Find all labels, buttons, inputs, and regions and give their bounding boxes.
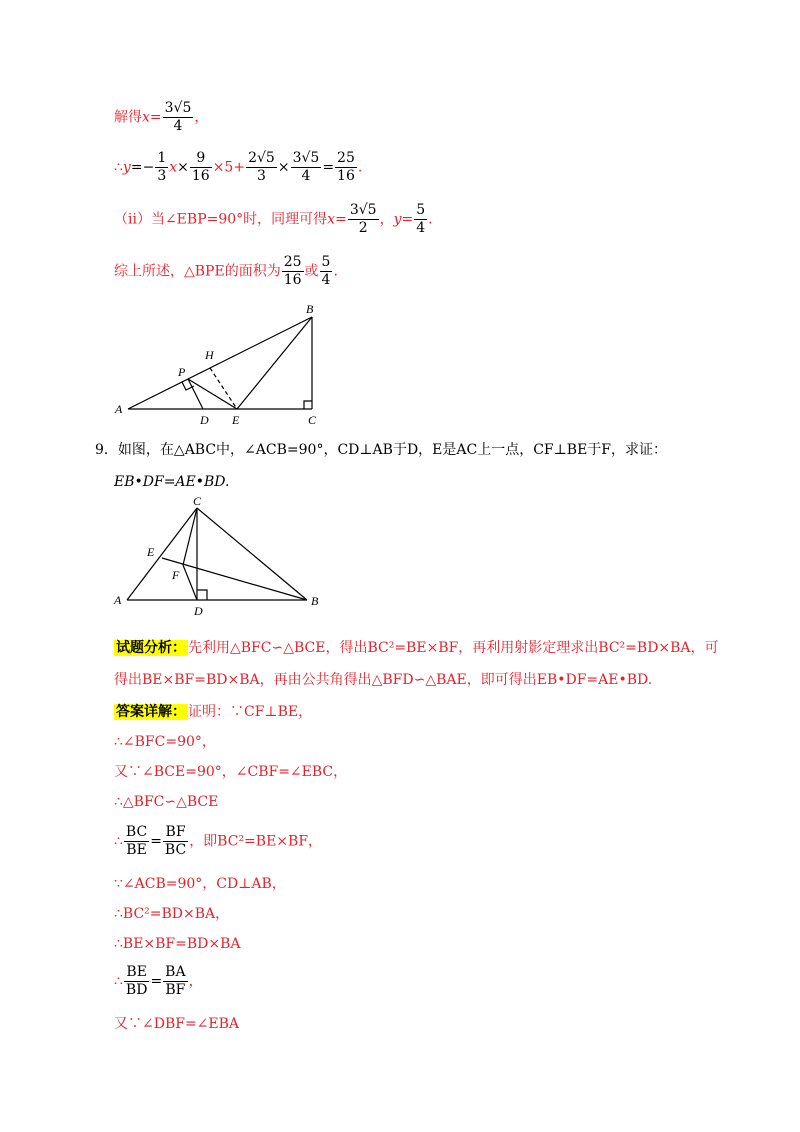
text: ×5+	[212, 159, 246, 176]
text: =−	[130, 159, 155, 176]
denominator: BF	[165, 982, 186, 998]
right-angle-c	[304, 401, 312, 409]
label-p: P	[178, 365, 186, 379]
text: =	[322, 159, 335, 176]
step-1	[114, 732, 216, 752]
denominator: BE	[126, 842, 147, 858]
right-angle-d	[197, 590, 207, 600]
fraction	[163, 964, 187, 999]
fraction	[155, 150, 168, 185]
summary-line	[114, 254, 338, 289]
step-text: ，即BC²=BE×BF，	[189, 833, 323, 850]
answer-text: 证明：∵CF⊥BE，	[188, 704, 313, 720]
fraction	[246, 150, 277, 185]
var-x: x	[327, 211, 336, 228]
denominator: 4	[173, 118, 183, 134]
label-b: B	[311, 594, 319, 608]
fraction	[291, 150, 322, 185]
text: 或	[304, 263, 319, 280]
step-9	[114, 1014, 239, 1034]
text: .	[357, 159, 363, 176]
numerator: BE	[124, 964, 150, 982]
triangle-figure-2	[110, 495, 330, 620]
text: =	[335, 211, 347, 228]
therefore-symbol: ∴	[114, 833, 123, 850]
var-x: x	[142, 109, 150, 126]
solve-x-line	[114, 100, 208, 135]
answer-line	[114, 702, 312, 722]
text: =	[150, 973, 163, 990]
denominator: 16	[191, 168, 210, 184]
step-2	[114, 762, 347, 782]
step-3	[114, 792, 218, 812]
segment-ab	[128, 317, 312, 409]
therefore-symbol: ∴	[114, 973, 123, 990]
segment-ac	[127, 508, 197, 600]
numerator: 25	[283, 254, 302, 270]
text: .	[333, 263, 338, 280]
numerator: BA	[165, 964, 186, 980]
numerator: 2√5	[248, 150, 275, 166]
denominator: 16	[337, 168, 355, 184]
fraction	[163, 100, 194, 135]
label-e: E	[232, 413, 240, 425]
question-9	[95, 440, 667, 460]
step-text: 又∵∠BCE=90°，∠CBF=∠EBC，	[114, 764, 348, 780]
question-text: 如图，在△ABC中，∠ACB=90°，CD⊥AB于D，E是AC上一点，CF⊥BE于F，求证：	[117, 442, 668, 458]
fraction	[124, 964, 150, 999]
fraction	[335, 150, 357, 185]
step-text: 又∵∠DBF=∠EBA	[114, 1016, 240, 1032]
segment-be	[237, 317, 312, 409]
step-text: ∴BC²=BD×BA，	[114, 906, 230, 922]
analysis-text: 得出BE×BF=BD×BA，再由公共角得出△BFD∽△BAE，即可得出EB•DF=AE•BD.	[114, 672, 653, 688]
label-a: A	[114, 593, 122, 607]
fraction	[414, 202, 427, 237]
fraction	[320, 254, 333, 289]
question-number: 9．	[95, 442, 118, 458]
label-d: D	[200, 413, 209, 425]
label-d: D	[194, 604, 203, 618]
fraction	[282, 254, 304, 289]
label-e: E	[147, 545, 155, 559]
step-text: ∵∠ACB=90°，CD⊥AB，	[114, 876, 286, 892]
text: 综上所述，△BPE的面积为	[114, 263, 281, 280]
triangle-figure-1	[110, 300, 340, 425]
analysis-text: 先利用△BFC∽△BCE，得出BC²=BE×BF，再利用射影定理求出BC²=BD×BA，可	[188, 640, 719, 656]
fraction	[163, 824, 188, 859]
step-text: ∴BE×BF=BD×BA	[114, 936, 241, 952]
text: =	[149, 109, 162, 126]
text: 解得	[114, 109, 142, 126]
segment-cb	[197, 508, 307, 600]
step-text: ∴∠BFC=90°，	[114, 734, 216, 750]
text: =	[401, 211, 414, 228]
analysis-line-2	[114, 670, 652, 690]
step-text: ，	[188, 973, 203, 990]
denominator: 2	[358, 220, 368, 236]
text: .	[428, 211, 433, 228]
fraction	[348, 202, 379, 237]
denominator: 3	[157, 168, 167, 184]
step-8	[114, 964, 203, 999]
denominator: 16	[283, 272, 302, 288]
case-ii-line	[114, 202, 433, 237]
segment-he	[210, 368, 237, 409]
question-text: EB•DF=AE•BD.	[114, 474, 230, 490]
step-4	[114, 824, 322, 859]
text: ×	[277, 159, 290, 176]
numerator: 5	[321, 254, 331, 270]
numerator: 3√5	[349, 202, 377, 218]
segment-fd	[183, 565, 197, 600]
text: =	[150, 833, 162, 850]
var-y: y	[122, 159, 131, 176]
numerator: 3√5	[164, 100, 192, 116]
step-5	[114, 874, 286, 894]
y-calc-line	[114, 150, 362, 185]
step-7	[114, 934, 241, 954]
label-h: H	[205, 348, 214, 362]
therefore-symbol: ∴	[114, 159, 123, 176]
label-c: C	[193, 495, 202, 508]
denominator: 4	[416, 220, 426, 236]
denominator: 3	[256, 168, 266, 184]
numerator: 9	[190, 150, 212, 168]
denominator: 4	[321, 272, 331, 288]
text: ，	[194, 109, 209, 126]
denominator: 4	[301, 168, 311, 184]
fraction	[124, 824, 149, 859]
step-6	[114, 904, 229, 924]
analysis-line-1	[114, 638, 719, 658]
numerator: 5	[416, 202, 426, 218]
numerator: BF	[163, 824, 188, 842]
numerator: 1	[157, 150, 167, 166]
var-x: x	[169, 159, 178, 176]
step-text: ∴△BFC∽△BCE	[114, 794, 219, 810]
right-angle-p	[182, 382, 194, 390]
label-b: B	[306, 302, 314, 316]
var-y: y	[393, 211, 402, 228]
text: ，	[379, 211, 394, 228]
question-9-goal	[114, 472, 230, 492]
denominator: BD	[125, 982, 148, 998]
label-a: A	[115, 402, 123, 416]
text: （ii）当∠EBP=90°时，同理可得	[114, 211, 328, 228]
fraction	[190, 150, 212, 185]
answer-tag: 答案详解：	[116, 704, 186, 720]
numerator: 25	[337, 150, 355, 166]
label-c: C	[308, 413, 317, 425]
text: ×	[177, 159, 189, 176]
numerator: 3√5	[292, 150, 320, 166]
denominator: BC	[164, 842, 187, 858]
numerator: BC	[125, 824, 148, 840]
analysis-tag: 试题分析：	[116, 640, 186, 656]
label-f: F	[172, 568, 180, 582]
